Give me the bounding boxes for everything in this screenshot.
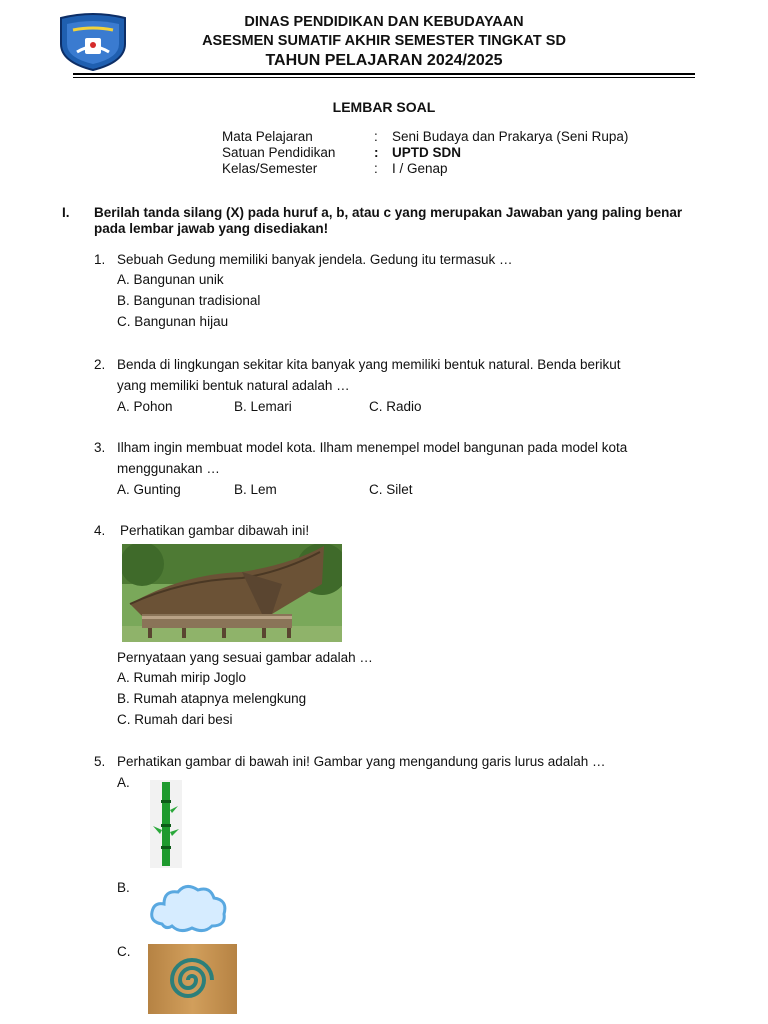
question-number: 4. (94, 523, 106, 538)
option: C. Silet (369, 482, 413, 497)
question-number: 5. (94, 754, 106, 769)
question-text: Sebuah Gedung memiliki banyak jendela. Gedung itu termasuk … (117, 252, 513, 267)
page-title: LEMBAR SOAL (332, 99, 436, 115)
option: A. (117, 775, 130, 790)
question-text: Ilham ingin membuat model kota. Ilham menempel model bangunan pada model kota (117, 440, 628, 455)
option: A. Pohon (117, 399, 173, 414)
option: C. (117, 944, 131, 959)
header-line-2: ASESMEN SUMATIF AKHIR SEMESTER TINGKAT SD (202, 33, 566, 49)
question-number: 2. (94, 357, 106, 372)
question-number: 1. (94, 252, 106, 267)
cloud-image (148, 880, 230, 936)
option: A. Rumah mirip Joglo (117, 670, 247, 685)
question-statement: Pernyataan yang sesuai gambar adalah … (117, 650, 373, 665)
mosquito-coil-image (148, 944, 237, 1014)
info-label: Kelas/Semester (222, 161, 318, 176)
info-value: I / Genap (392, 161, 448, 176)
option: C. Bangunan hijau (117, 314, 229, 329)
header-rule (73, 73, 695, 75)
option: B. Lem (234, 482, 277, 497)
option: A. Gunting (117, 482, 181, 497)
question-text: yang memiliki bentuk natural adalah … (117, 378, 350, 393)
option: B. Lemari (234, 399, 292, 414)
info-value: UPTD SDN (392, 145, 462, 160)
question-number: 3. (94, 440, 106, 455)
question-text: Benda di lingkungan sekitar kita banyak yang memiliki bentuk natural. Benda berikut (117, 357, 621, 372)
section-instruction: Berilah tanda silang (X) pada huruf a, b, atau c yang merupakan Jawaban yang paling benar pada lembar jawab yang disediakan! (94, 205, 683, 236)
question-text: Perhatikan gambar di bawah ini! Gambar yang mengandung garis lurus adalah … (117, 754, 606, 769)
question-text: Perhatikan gambar dibawah ini! (120, 523, 310, 538)
option: B. (117, 880, 130, 895)
bamboo-image (150, 780, 182, 868)
header-line-1: DINAS PENDIDIKAN DAN KEBUDAYAAN (244, 14, 524, 30)
section-number: I. (62, 205, 70, 220)
option: B. Rumah atapnya melengkung (117, 691, 307, 706)
option: C. Radio (369, 399, 422, 414)
question-text: menggunakan … (117, 461, 220, 476)
header-rule-thin (73, 77, 695, 78)
info-colon: : (374, 161, 378, 176)
info-colon: : (374, 129, 378, 144)
info-label: Mata Pelajaran (222, 129, 313, 144)
info-value: Seni Budaya dan Prakarya (Seni Rupa) (392, 129, 629, 144)
header-line-3: TAHUN PELAJARAN 2024/2025 (265, 52, 503, 69)
info-colon: : (374, 145, 379, 160)
info-label: Satuan Pendidikan (222, 145, 336, 160)
batak-house-image (122, 544, 342, 642)
option: B. Bangunan tradisional (117, 293, 261, 308)
option: A. Bangunan unik (117, 272, 224, 287)
option: C. Rumah dari besi (117, 712, 233, 727)
